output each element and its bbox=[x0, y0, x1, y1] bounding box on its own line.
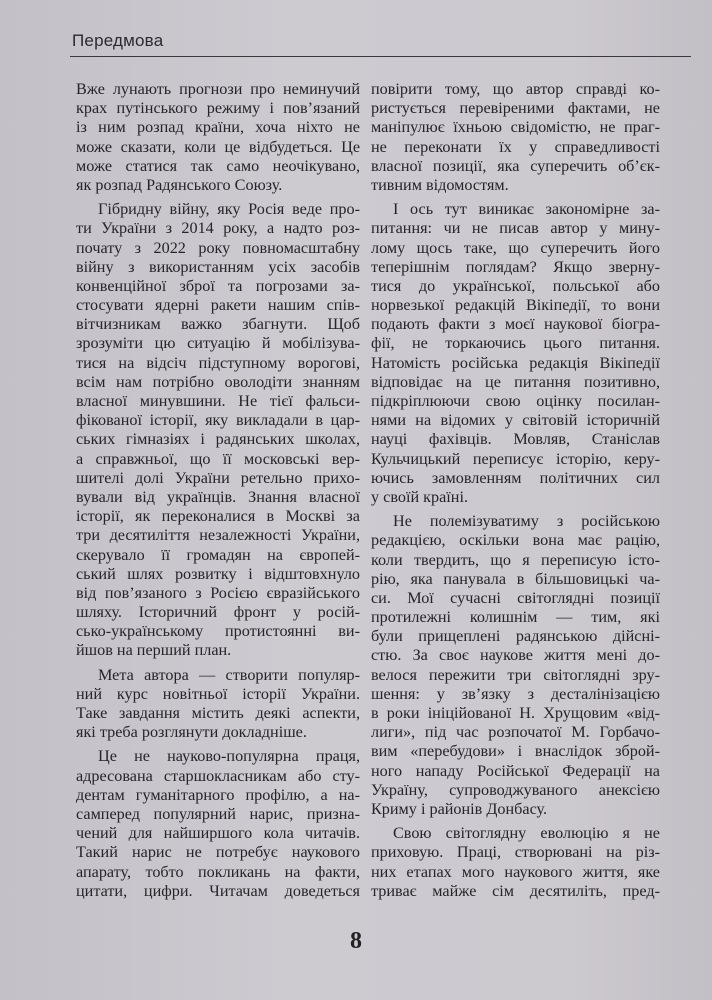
text-line: вим «перебудови» і внаслідок зброй- bbox=[371, 742, 660, 761]
text-line: Кульчицький переписує історію, керу- bbox=[371, 449, 660, 468]
text-line: ючись замовленням політичних сил bbox=[371, 468, 660, 487]
text-line: ного нападу Російської Федерації на bbox=[371, 761, 660, 780]
text-line: які треба розглянути докладніше. bbox=[76, 723, 307, 742]
text-line: лому щось таке, що суперечить його bbox=[371, 238, 660, 257]
text-line: а справжньої, що її московські вер- bbox=[76, 449, 360, 468]
text-line: повірити тому, що автор справді ко- bbox=[371, 80, 660, 98]
text-line: як розпад Радянського Союзу. bbox=[76, 175, 283, 194]
text-line: власної минувшини. Не тієї фальси- bbox=[76, 392, 360, 410]
text-line: самперед популярний нарис, призна- bbox=[76, 804, 360, 823]
text-line: крах путінського режиму і пов’язаний bbox=[76, 99, 360, 118]
text-line: власної позиції, яка суперечить об’єк- bbox=[371, 156, 660, 175]
text-line: Криму і районів Донбасу. bbox=[371, 799, 548, 818]
text-line: теперішнім поглядам? Якщо зверну- bbox=[371, 257, 660, 276]
text-line: фії, не торкаючись цього питання. bbox=[371, 334, 660, 353]
text-column-left bbox=[76, 80, 360, 901]
text-line: три десятиліття незалежності України, bbox=[76, 526, 360, 545]
text-line: не переконати їх у справедливості bbox=[371, 137, 660, 156]
text-line: апарату, тобто покликань на факти, bbox=[76, 862, 360, 881]
text-line: Свою світоглядну еволюцію я не bbox=[393, 824, 660, 843]
text-line: фікованої історії, яку викладали в цар- bbox=[76, 411, 360, 430]
text-line: І ось тут виникає закономірне за- bbox=[393, 200, 660, 219]
text-line: відповідає на це питання позитивно, bbox=[371, 372, 660, 391]
text-line: шляху. Історичний фронт у росій- bbox=[76, 603, 360, 622]
text-line: йшов на перший план. bbox=[76, 641, 232, 660]
running-header: Передмова bbox=[72, 31, 164, 50]
text-line: Такий нарис не потребує наукового bbox=[76, 843, 360, 862]
text-line: війну з використанням усіх засобів bbox=[76, 257, 360, 276]
text-line: триває майже сім десятиліть, пред- bbox=[371, 881, 660, 900]
text-line: вували від українців. Знання власної bbox=[76, 487, 360, 506]
text-line: протилежні колишнім — тим, які bbox=[371, 608, 660, 627]
text-line: питання: чи не писав автор у мину- bbox=[371, 219, 660, 238]
text-line: історії, як переконалися в Москві за bbox=[76, 507, 360, 526]
text-line: може сказати, коли це відбудеться. Це bbox=[76, 137, 360, 156]
text-line: маніпулює їхньою свідомістю, не праг- bbox=[371, 118, 660, 137]
text-line: норвезької редакцій Вікіпедії, то вони bbox=[371, 296, 660, 315]
text-line: рію, яка панувала в більшовицькі ча- bbox=[371, 569, 660, 588]
text-line: велося пережити три світоглядні зру- bbox=[371, 665, 660, 684]
text-column-right bbox=[371, 80, 660, 901]
text-line: Мета автора — створити популяр- bbox=[98, 665, 360, 684]
text-line: в роки ініційованої Н. Хрущовим «від- bbox=[371, 704, 660, 722]
text-line: науці фахівців. Мовляв, Станіслав bbox=[371, 430, 660, 449]
text-line: Вже лунають прогнози про неминучий bbox=[76, 80, 360, 98]
text-line: скерувало її громадян на європей- bbox=[76, 545, 360, 564]
text-line: із ним розпад країни, хоча ніхто не bbox=[76, 118, 360, 137]
text-line: них етапах мого наукового життя, яке bbox=[371, 862, 660, 881]
text-line: вітчизникам важко збагнути. Щоб bbox=[76, 315, 360, 334]
text-line: подають факти з моєї наукової біогра- bbox=[371, 315, 660, 334]
text-line: Натомість російська редакція Вікіпедії bbox=[371, 353, 660, 372]
text-line: ний курс новітньої історії України. bbox=[76, 684, 360, 703]
text-line: ристується перевіреними фактами, не bbox=[371, 99, 660, 118]
text-line: всім нам потрібно оволодіти знанням bbox=[76, 372, 360, 391]
text-line: конвенційної зброї та погрозами за- bbox=[76, 276, 360, 295]
text-line: Це не науково-популярна праця, bbox=[98, 747, 360, 766]
text-line: може статися так само неочікувано, bbox=[76, 156, 360, 175]
text-line: цитати, цифри. Читачам доведеться bbox=[76, 881, 360, 900]
text-line: ських гімназіях і радянських школах, bbox=[76, 430, 360, 449]
text-line: редакцією, оскільки вона має рацію, bbox=[371, 531, 660, 550]
text-line: ський шлях розвитку і відштовхнуло bbox=[76, 564, 360, 583]
text-line: зрозуміти цю ситуацію й мобілізува- bbox=[76, 334, 360, 353]
text-line: у своїй країні. bbox=[371, 487, 469, 506]
text-line: сько-українському протистоянні ви- bbox=[76, 622, 360, 641]
text-line: від пов’язаного з Росією євразійського bbox=[76, 583, 360, 602]
text-line: шителі долі України ретельно прихо- bbox=[76, 468, 360, 487]
text-line: стосувати ядерні ракети нашим спів- bbox=[76, 296, 360, 315]
text-line: приховую. Праці, створювані на різ- bbox=[371, 843, 660, 862]
text-line: ти України з 2014 року, а надто роз- bbox=[76, 219, 360, 238]
text-line: Україну, супроводжуваного анексією bbox=[371, 780, 660, 799]
text-line: нями на відомих у світовій історичній bbox=[371, 411, 660, 430]
text-line: лиги», під час розпочатої М. Горбачо- bbox=[371, 723, 660, 742]
page-number: 8 bbox=[350, 928, 362, 954]
header-rule bbox=[70, 56, 691, 57]
text-line: коли твердить, що я переписую істо- bbox=[371, 550, 660, 569]
text-line: тивним відомостям. bbox=[371, 175, 509, 194]
text-line: Гібридну війну, яку Росія веде про- bbox=[98, 200, 360, 219]
text-line: Таке завдання містить деякі аспекти, bbox=[76, 704, 360, 722]
text-line: були прищеплені радянською дійсні- bbox=[371, 627, 660, 646]
text-line: почату з 2022 року повномасштабну bbox=[76, 238, 360, 257]
text-line: тися до української, польської або bbox=[371, 276, 660, 295]
text-line: чений для найширшого кола читачів. bbox=[76, 824, 360, 843]
text-line: си. Мої сучасні світоглядні позиції bbox=[371, 588, 660, 607]
text-line: підкріплюючи свою оцінку посилан- bbox=[371, 392, 660, 410]
text-line: адресована старшокласникам або сту- bbox=[76, 766, 360, 785]
text-line: шення: у зв’язку з десталінізацією bbox=[371, 684, 660, 703]
text-line: дентам гуманітарного профілю, а на- bbox=[76, 785, 360, 804]
text-line: Не полемізуватиму з російською bbox=[393, 512, 660, 531]
text-line: стю. За своє наукове життя мені до- bbox=[371, 646, 660, 665]
text-line: тися на відсіч підступному ворогові, bbox=[76, 353, 360, 372]
